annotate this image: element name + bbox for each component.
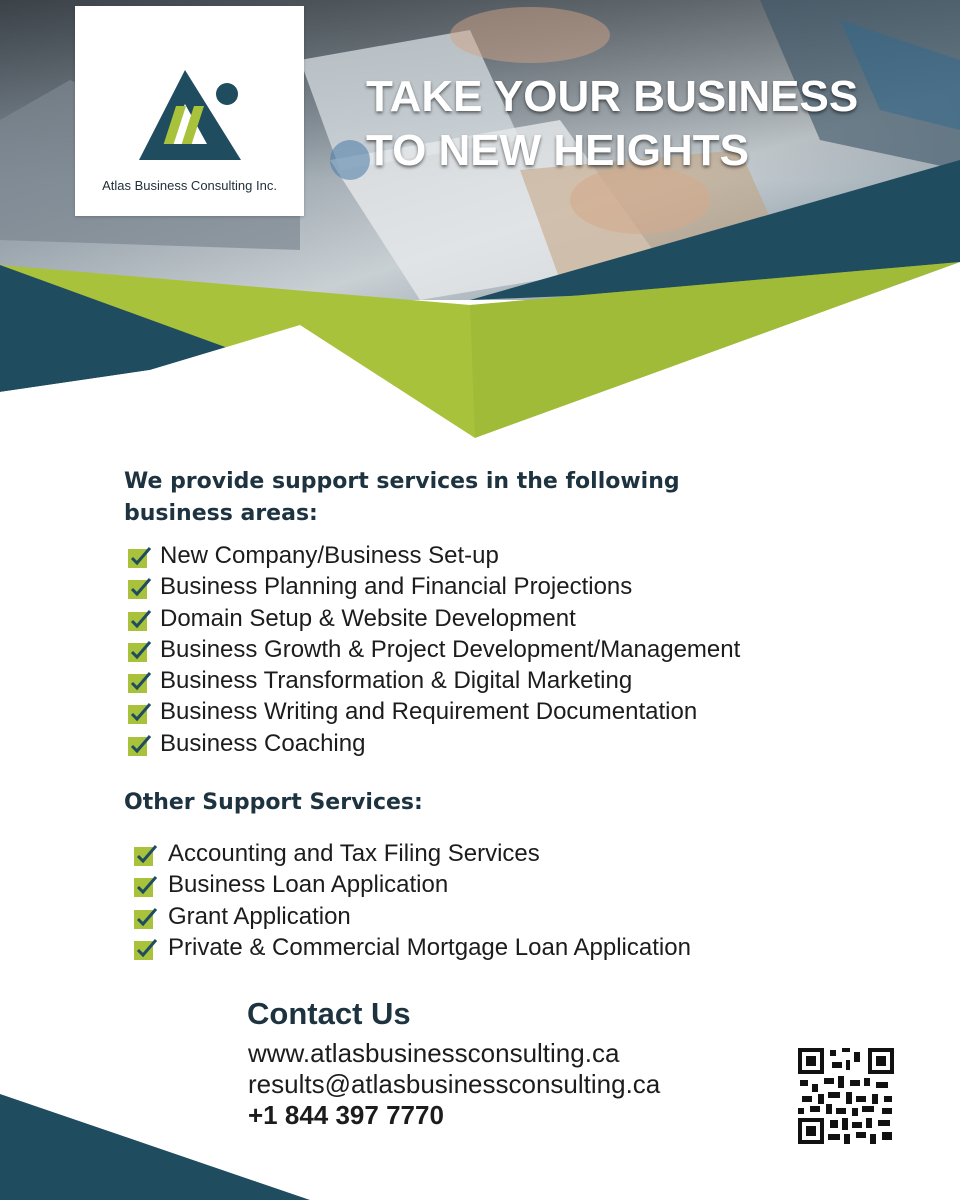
- checkbox-check-icon: [128, 577, 152, 599]
- list-item: [134, 838, 691, 869]
- services-heading-line-2: business areas:: [124, 501, 318, 526]
- checkbox-check-icon: [128, 640, 152, 662]
- list-item: [128, 571, 740, 602]
- list-item-label: Business Growth & Project Development/Management: [160, 635, 741, 663]
- triangle-logo-icon: [137, 66, 247, 166]
- list-item-label: Domain Setup & Website Development: [160, 604, 576, 632]
- list-item-label: Business Loan Application: [168, 871, 449, 899]
- list-item: [128, 696, 740, 727]
- list-item: [128, 540, 740, 571]
- list-item-label: Grant Application: [168, 902, 351, 930]
- list-item: [134, 901, 691, 932]
- email-link[interactable]: results@atlasbusinessconsulting.ca: [248, 1069, 661, 1099]
- company-name: Atlas Business Consulting Inc.: [102, 178, 277, 193]
- services-heading-line-1: We provide support services in the following: [124, 469, 680, 494]
- checkbox-check-icon: [134, 907, 158, 929]
- website-link[interactable]: www.atlasbusinessconsulting.ca: [248, 1038, 620, 1068]
- footer-wedge: [0, 1080, 320, 1200]
- services-heading: [124, 466, 680, 530]
- checkbox-check-icon: [128, 609, 152, 631]
- qr-code-icon[interactable]: [798, 1048, 894, 1144]
- list-item: [134, 932, 691, 963]
- list-item-label: Business Transformation & Digital Marketing: [160, 667, 633, 695]
- list-item: [128, 728, 740, 759]
- list-item: [128, 603, 740, 634]
- checkbox-check-icon: [128, 546, 152, 568]
- services-list: [128, 540, 740, 759]
- headline-line-1: TAKE YOUR BUSINESS: [366, 72, 859, 121]
- list-item-label: Business Planning and Financial Projections: [160, 573, 633, 601]
- list-item: [128, 634, 740, 665]
- headline-line-2: TO NEW HEIGHTS: [366, 126, 749, 175]
- list-item-label: Business Coaching: [160, 729, 366, 757]
- checkbox-check-icon: [128, 734, 152, 756]
- checkbox-check-icon: [128, 671, 152, 693]
- checkbox-check-icon: [134, 938, 158, 960]
- list-item-label: Accounting and Tax Filing Services: [168, 840, 540, 867]
- list-item-label: Business Writing and Requirement Documentation: [160, 698, 698, 726]
- logo-card: [75, 6, 304, 216]
- checkbox-check-icon: [128, 702, 152, 724]
- list-item-label: Private & Commercial Mortgage Loan Application: [168, 933, 691, 961]
- headline: [366, 70, 858, 178]
- list-item-label: New Company/Business Set-up: [160, 542, 499, 569]
- list-item: [134, 869, 691, 900]
- checkbox-check-icon: [134, 844, 158, 866]
- other-services-list: [134, 838, 691, 963]
- list-item: [128, 665, 740, 696]
- checkbox-check-icon: [134, 875, 158, 897]
- other-services-heading: Other Support Services:: [124, 790, 423, 815]
- phone-number[interactable]: +1 844 397 7770: [248, 1100, 444, 1130]
- contact-heading: Contact Us: [247, 996, 411, 1031]
